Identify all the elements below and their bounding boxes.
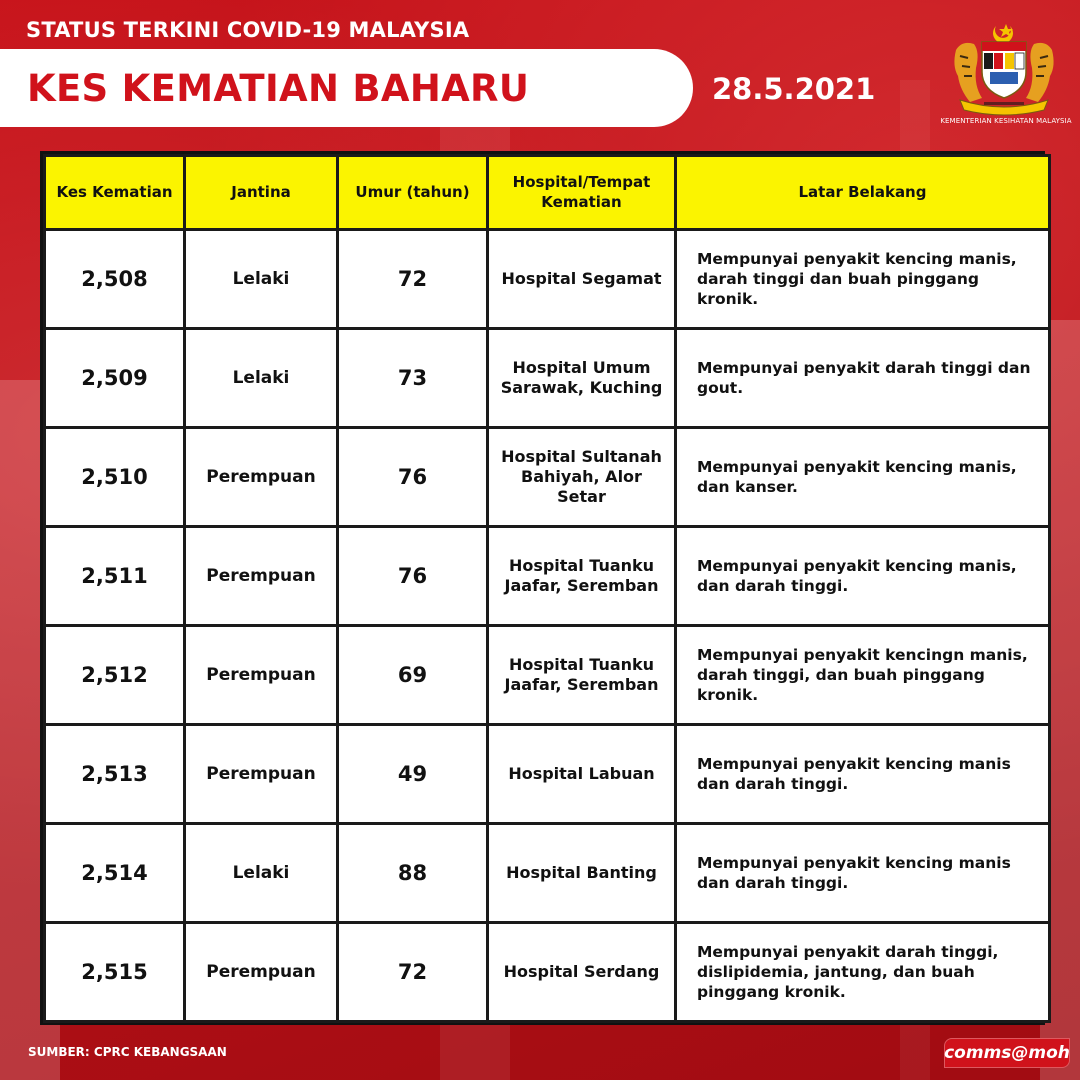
hospital: Hospital Sultanah Bahiyah, Alor Setar	[488, 428, 676, 527]
gender: Perempuan	[185, 527, 338, 626]
source-note: SUMBER: CPRC KEBANGSAAN	[28, 1045, 227, 1059]
case-number: 2,511	[45, 527, 185, 626]
background-info: Mempunyai penyakit kencing manis dan darah tinggi.	[676, 824, 1050, 923]
comms-badge: comms@moh	[944, 1038, 1070, 1068]
column-header-jantina: Jantina	[185, 156, 338, 230]
hospital: Hospital Tuanku Jaafar, Seremban	[488, 527, 676, 626]
table-row	[45, 626, 1050, 725]
page-title: KES KEMATIAN BAHARU	[27, 66, 530, 110]
gender: Perempuan	[185, 923, 338, 1022]
case-number: 2,509	[45, 329, 185, 428]
age: 73	[338, 329, 488, 428]
hospital: Hospital Segamat	[488, 230, 676, 329]
hospital: Hospital Tuanku Jaafar, Seremban	[488, 626, 676, 725]
background-info: Mempunyai penyakit kencing manis, darah tinggi dan buah pinggang kronik.	[676, 230, 1050, 329]
background-info: Mempunyai penyakit kencing manis dan darah tinggi.	[676, 725, 1050, 824]
crest-caption: KEMENTERIAN KESIHATAN MALAYSIA	[940, 117, 1072, 125]
case-number: 2,508	[45, 230, 185, 329]
hospital: Hospital Serdang	[488, 923, 676, 1022]
malaysia-coat-of-arms-icon	[946, 20, 1062, 116]
age: 72	[338, 230, 488, 329]
age: 49	[338, 725, 488, 824]
background-info: Mempunyai penyakit darah tinggi, dislipidemia, jantung, dan buah pinggang kronik.	[676, 923, 1050, 1022]
table-row	[45, 527, 1050, 626]
column-header-umur: Umur (tahun)	[338, 156, 488, 230]
background-info: Mempunyai penyakit darah tinggi dan gout.	[676, 329, 1050, 428]
table-row	[45, 725, 1050, 824]
title-banner	[0, 49, 693, 127]
deaths-table	[43, 154, 1051, 1023]
background-info: Mempunyai penyakit kencing manis, dan kanser.	[676, 428, 1050, 527]
hospital: Hospital Labuan	[488, 725, 676, 824]
gender: Perempuan	[185, 626, 338, 725]
top-title: STATUS TERKINI COVID-19 MALAYSIA	[26, 18, 470, 42]
gender: Lelaki	[185, 329, 338, 428]
column-header-kes-kematian: Kes Kematian	[45, 156, 185, 230]
table-header-row	[45, 156, 1050, 230]
table-row	[45, 923, 1050, 1022]
table-row	[45, 428, 1050, 527]
case-number: 2,515	[45, 923, 185, 1022]
case-number: 2,510	[45, 428, 185, 527]
hospital: Hospital Banting	[488, 824, 676, 923]
background-info: Mempunyai penyakit kencingn manis, darah tinggi, dan buah pinggang kronik.	[676, 626, 1050, 725]
age: 76	[338, 527, 488, 626]
column-header-latar-belakang: Latar Belakang	[676, 156, 1050, 230]
age: 76	[338, 428, 488, 527]
table-row	[45, 824, 1050, 923]
case-number: 2,512	[45, 626, 185, 725]
gender: Lelaki	[185, 824, 338, 923]
hospital: Hospital Umum Sarawak, Kuching	[488, 329, 676, 428]
age: 69	[338, 626, 488, 725]
age: 72	[338, 923, 488, 1022]
gender: Lelaki	[185, 230, 338, 329]
gender: Perempuan	[185, 725, 338, 824]
deaths-table-container	[40, 151, 1045, 1025]
table-row	[45, 329, 1050, 428]
gender: Perempuan	[185, 428, 338, 527]
column-header-hospital: Hospital/Tempat Kematian	[488, 156, 676, 230]
age: 88	[338, 824, 488, 923]
case-number: 2,513	[45, 725, 185, 824]
background-info: Mempunyai penyakit kencing manis, dan darah tinggi.	[676, 527, 1050, 626]
case-number: 2,514	[45, 824, 185, 923]
table-row	[45, 230, 1050, 329]
report-date: 28.5.2021	[712, 72, 876, 106]
